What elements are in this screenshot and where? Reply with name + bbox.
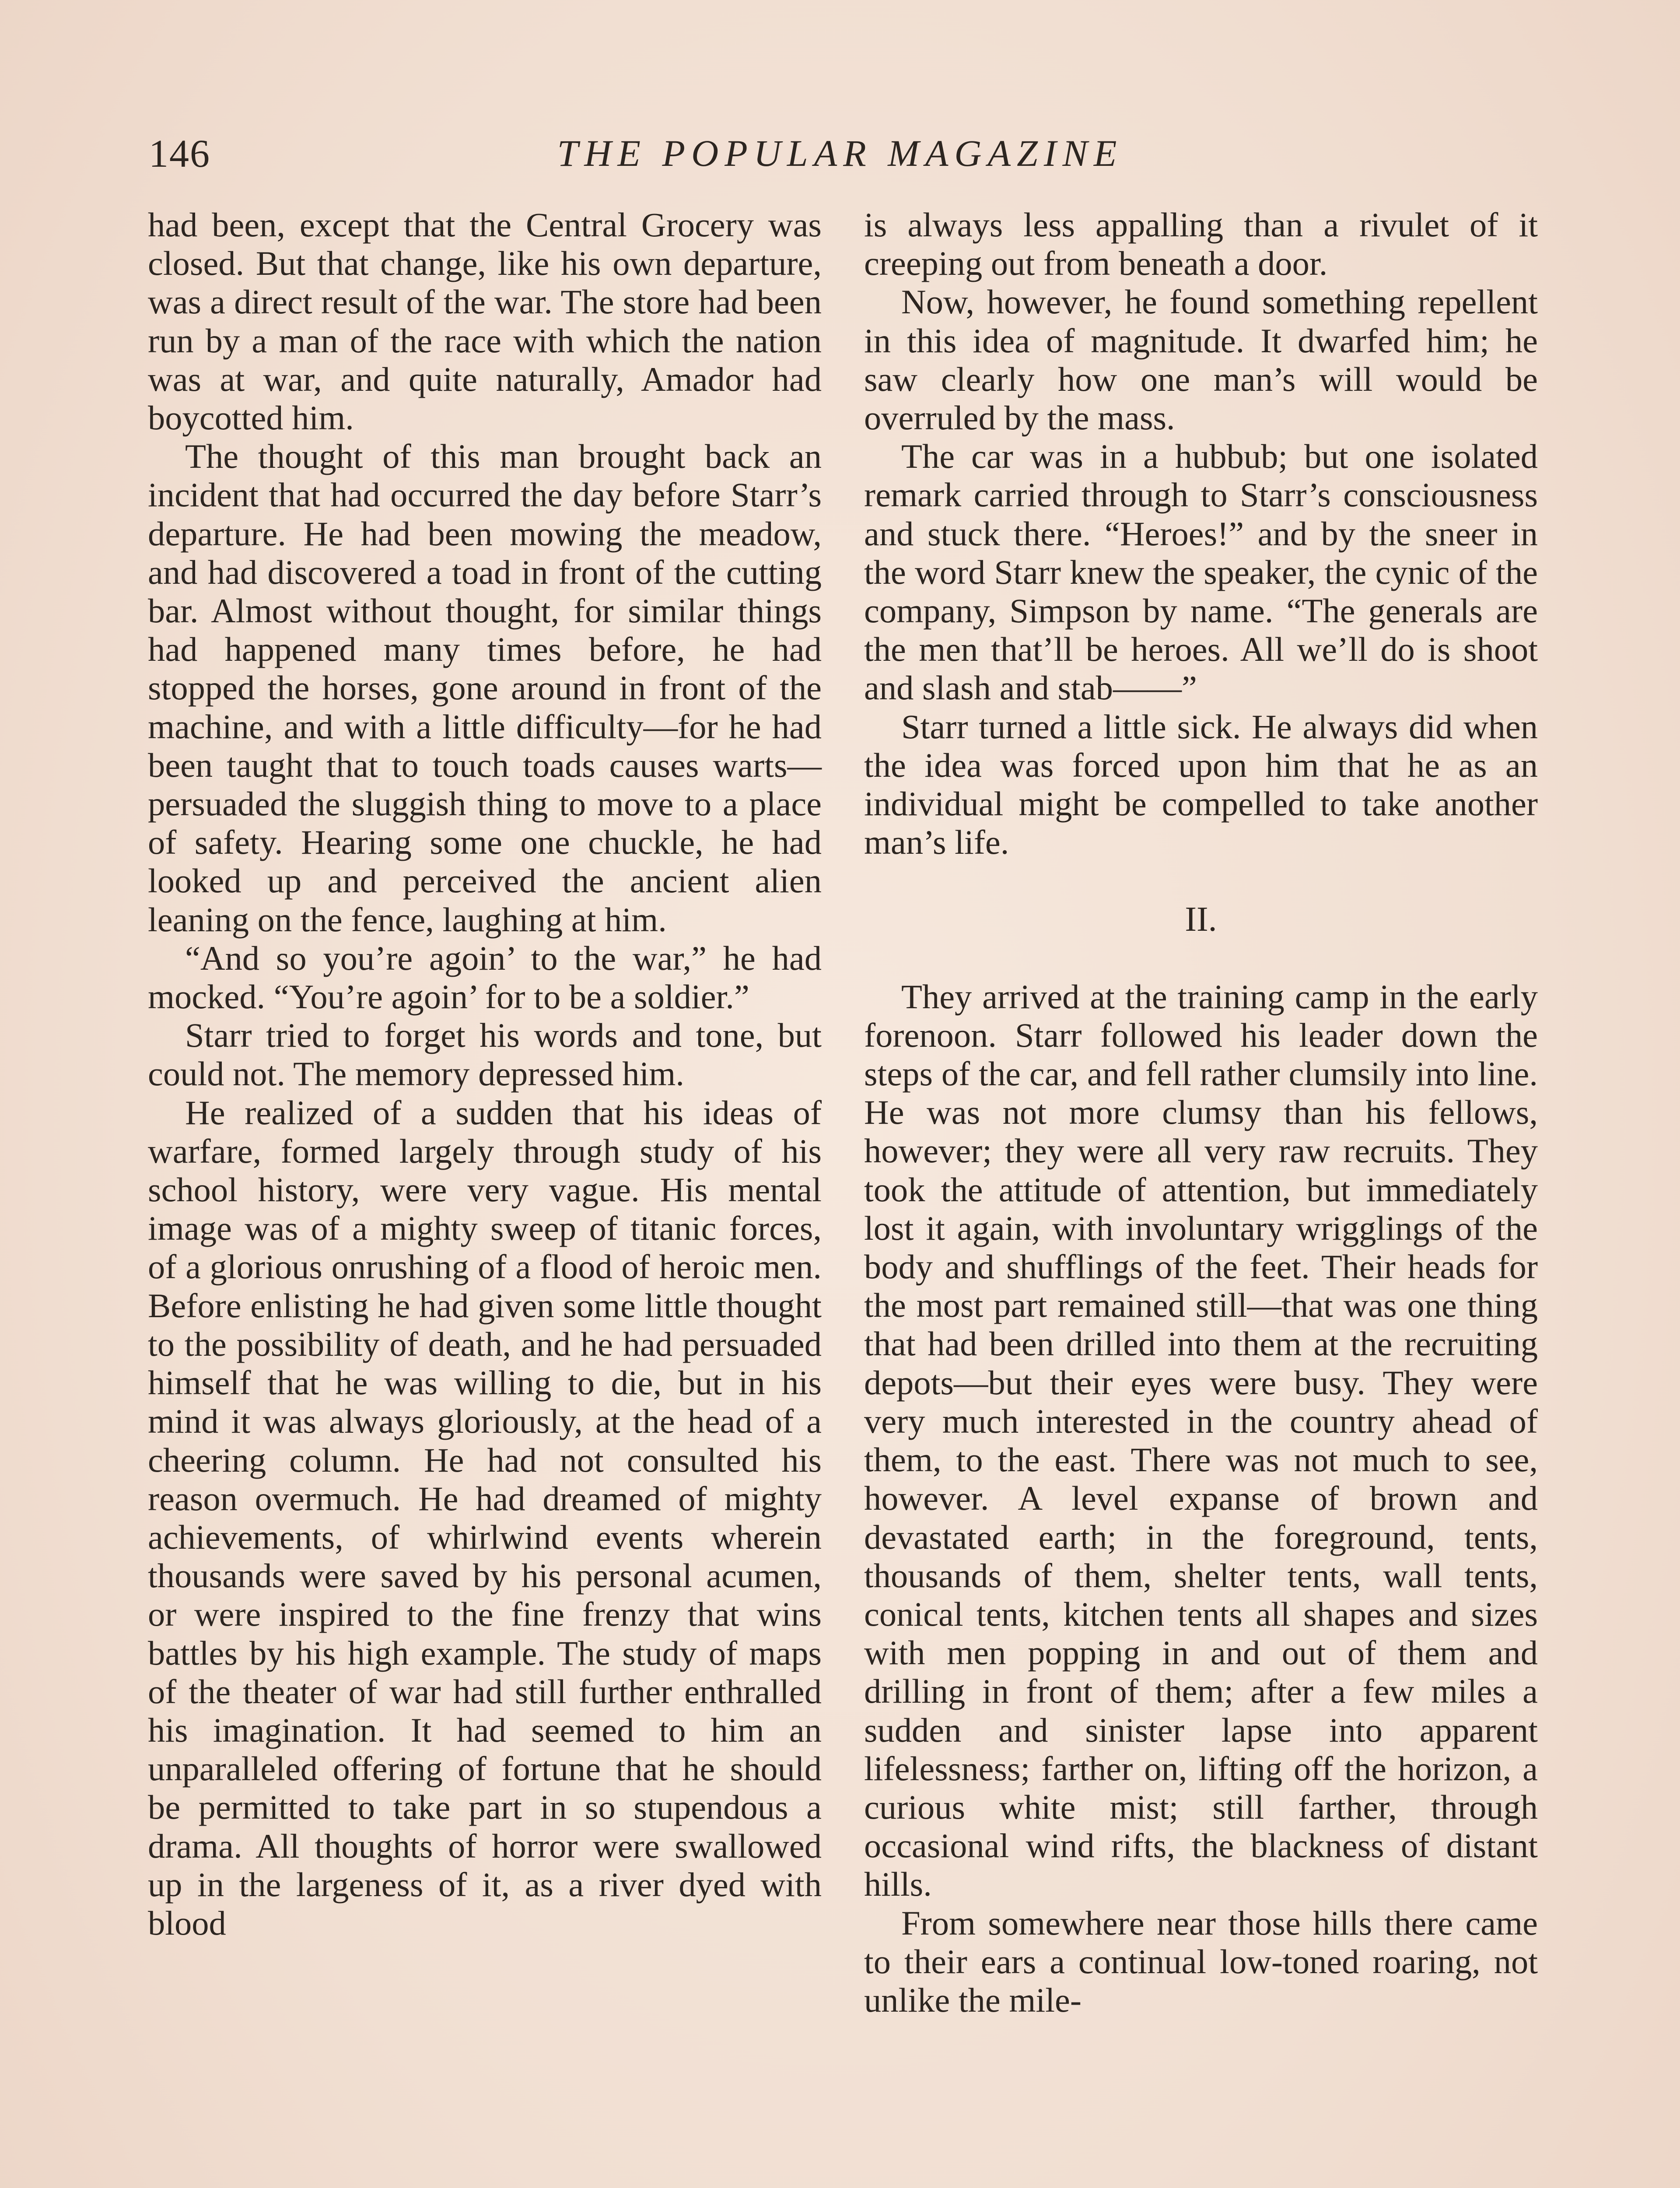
page-header <box>149 131 1531 188</box>
paragraph: The car was in a hubbub; but one isolated remark carried through to Starr’s consciousness and stuck there. “Heroes!” and by the sneer in the word Starr knew the speaker, the cynic of the company, Simpson by name. “The generals are the men that’ll be heroes. All we’ll do is shoot and slash and stab——” <box>864 437 1538 707</box>
paragraph: The thought of this man brought back an incident that had occurred the day before Starr’s departure. He had been mowing the meadow, and had discovered a toad in front of the cutting bar. Almost without thought, for similar things had happened many times before, he had stopped the horses, gone around in front of the machine, and with a little difficulty—for he had been taught that to touch toads causes warts—persuaded the sluggish thing to move to a place of safety. Hearing some one chuckle, he had looked up and perceived the ancient alien leaning on the fence, laughing at him. <box>148 437 822 939</box>
page-number: 146 <box>149 132 210 175</box>
paragraph: “And so you’re agoin’ to the war,” he had mocked. “You’re agoin’ for to be a soldier.” <box>148 939 822 1016</box>
running-head: THE POPULAR MAGAZINE <box>557 132 1123 174</box>
paragraph: From somewhere near those hills there came to their ears a continual low-toned roaring, not unlike the mile- <box>864 1904 1538 2019</box>
paragraph: had been, except that the Central Grocery was closed. But that change, like his own departure, was a direct result of the war. The store had been run by a man of the race with which the nation was at war, and quite naturally, Amador had boycotted him. <box>148 206 822 437</box>
paragraph: He realized of a sudden that his ideas of warfare, formed largely through study of his school history, were very vague. His mental image was of a mighty sweep of titanic forces, of a glorious onrushing of a flood of heroic men. Before enlisting he had given some little thought to the possibility of death, and he had persuaded himself that he was willing to die, but in his mind it was always gloriously, at the head of a cheering column. He had not consulted his reason overmuch. He had dreamed of mighty achievements, of whirlwind events wherein thousands were saved by his personal acumen, or were inspired to the fine frenzy that wins battles by his high example. The study of maps of the theater of war had still further enthralled his imagination. It had seemed to him an unparalleled offering of fortune that he should be permitted to take part in so stupendous a drama. All thoughts of horror were swallowed up in the largeness of it, as a river dyed with blood <box>148 1093 822 1942</box>
paragraph: Now, however, he found something repellent in this idea of magnitude. It dwarfed him; he saw clearly how one man’s will would be overruled by the mass. <box>864 283 1538 437</box>
paragraph: Starr tried to forget his words and tone, but could not. The memory depressed him. <box>148 1016 822 1093</box>
paragraph: They arrived at the training camp in the early forenoon. Starr followed his leader down the steps of the car, and fell rather clumsily into line. He was not more clumsy than his fellows, however; they were all very raw recruits. They took the attitude of attention, but immediately lost it again, with involuntary wrigglings of the body and shufflings of the feet. Their heads for the most part remained still—that was one thing that had been drilled into them at the recruiting depots—but their eyes were busy. They were very much interested in the country ahead of them, to the east. There was not much to see, however. A level expanse of brown and devastated earth; in the foreground, tents, thousands of them, shelter tents, wall tents, conical tents, kitchen tents all shapes and sizes with men popping in and out of them and drilling in front of them; after a few miles a sudden and sinister lapse into apparent lifelessness; farther on, lifting off the horizon, a curious white mist; still farther, through occasional wind rifts, the blackness of distant hills. <box>864 977 1538 1904</box>
right-column <box>864 206 1538 2020</box>
left-column <box>148 206 822 1943</box>
paragraph: Starr turned a little sick. He always did when the idea was forced upon him that he as an individual might be compelled to take another man’s life. <box>864 707 1538 862</box>
section-number: II. <box>1185 900 1217 939</box>
paragraph: is always less appalling than a rivulet of it creeping out from beneath a door. <box>864 206 1538 283</box>
